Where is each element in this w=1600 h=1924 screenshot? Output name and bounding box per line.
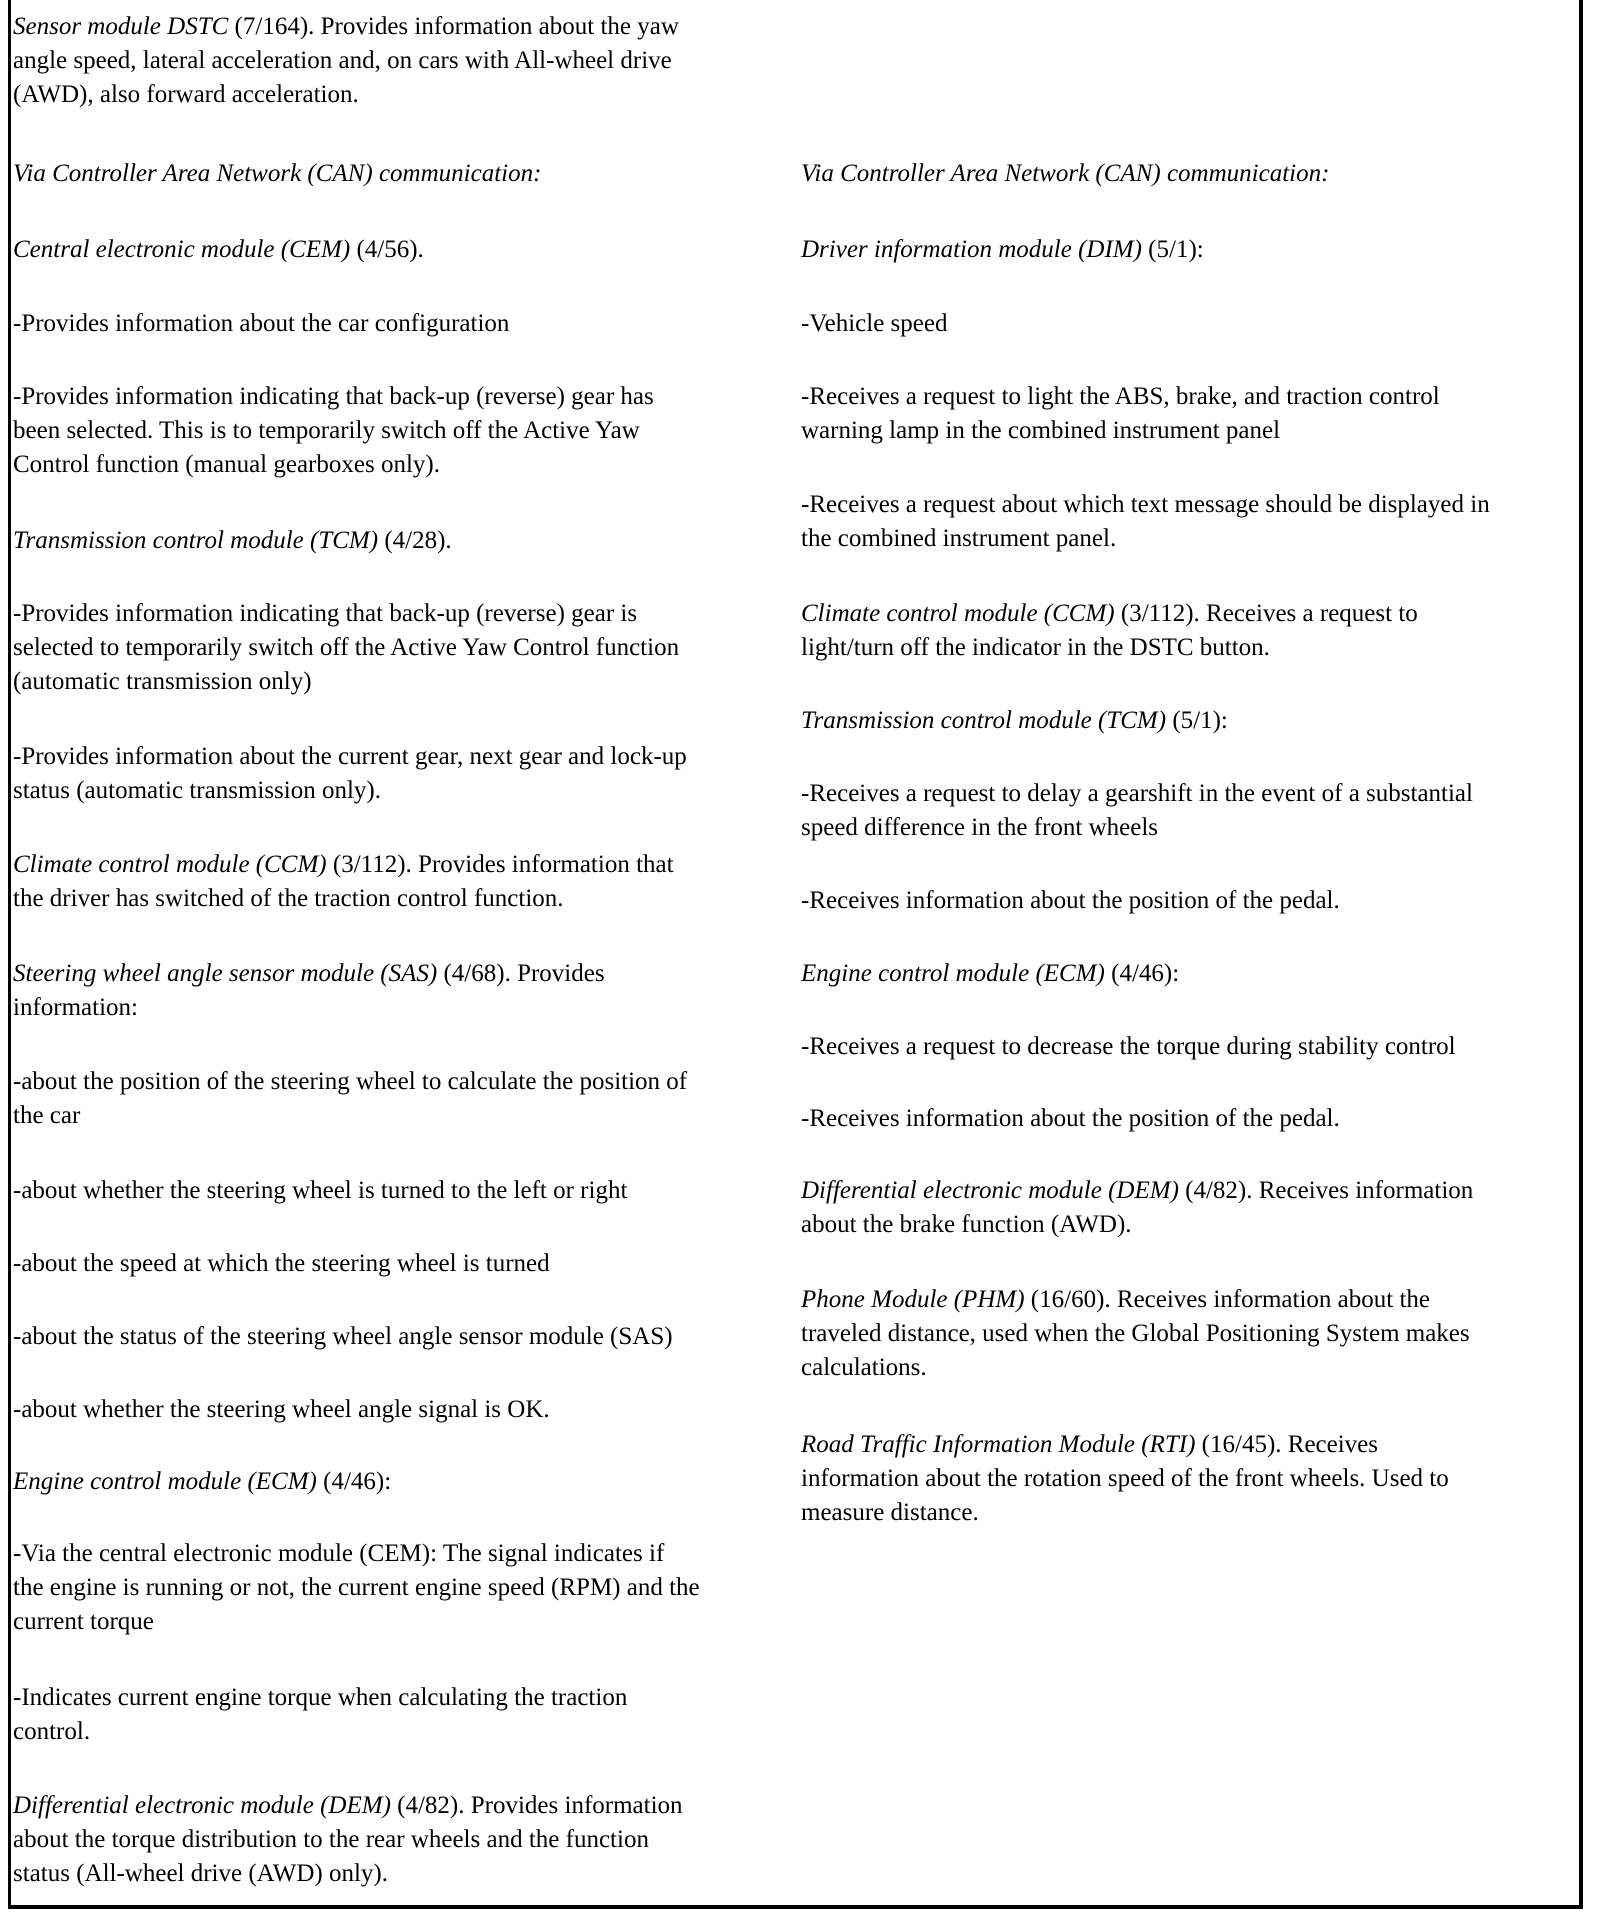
dim-vehicle-speed-item: -Vehicle speed: [801, 310, 948, 337]
dim-heading: Driver information module (DIM) (5/1):: [801, 236, 1204, 263]
tcm-heading-left: Transmission control module (TCM) (4/28).: [13, 527, 452, 554]
cem-heading: Central electronic module (CEM) (4/56).: [13, 236, 424, 263]
sas-left-right-item: -about whether the steering wheel is turned to the left or right: [13, 1177, 628, 1204]
sas-signal-ok-item: -about whether the steering wheel angle signal is OK.: [13, 1396, 550, 1423]
phm-paragraph: Phone Module (PHM) (16/60). Receives information about the traveled distance, used when the Global Positioning System makes calculations.: [801, 1286, 1470, 1381]
sas-status-item: -about the status of the steering wheel angle sensor module (SAS): [13, 1323, 673, 1350]
can-communication-heading-left: Via Controller Area Network (CAN) communication:: [13, 160, 542, 187]
ecm-cem-signal-item: -Via the central electronic module (CEM): The signal indicates if the engine is running or not, the current engine speed (RPM) and the current torque: [13, 1540, 700, 1635]
dim-text-message-item: -Receives a request about which text message should be displayed in the combined instrument panel.: [801, 491, 1490, 552]
sensor-module-dstc-paragraph: Sensor module DSTC (7/164). Provides information about the yaw angle speed, lateral acceleration and, on cars with All-wheel drive (AWD), also forward acceleration.: [13, 13, 679, 108]
cem-reverse-gear-item: -Provides information indicating that back-up (reverse) gear has been selected. This is to temporarily switch off the Active Yaw Control function (manual gearboxes only).: [13, 383, 654, 478]
ccm-paragraph-right: Climate control module (CCM) (3/112). Receives a request to light/turn off the indicator in the DSTC button.: [801, 600, 1418, 661]
sas-position-item: -about the position of the steering wheel to calculate the position of the car: [13, 1068, 688, 1129]
can-communication-heading-right: Via Controller Area Network (CAN) communication:: [801, 160, 1330, 187]
dem-paragraph-right: Differential electronic module (DEM) (4/82). Receives information about the brake function (AWD).: [801, 1177, 1474, 1238]
tcm-gearshift-delay-item: -Receives a request to delay a gearshift in the event of a substantial speed difference in the front wheels: [801, 780, 1473, 841]
ecm-pedal-position-item: -Receives information about the position of the pedal.: [801, 1105, 1340, 1132]
tcm-pedal-position-item: -Receives information about the position of the pedal.: [801, 887, 1340, 914]
sas-heading: Steering wheel angle sensor module (SAS) (4/68). Provides information:: [13, 960, 605, 1021]
tcm-reverse-gear-item: -Provides information indicating that back-up (reverse) gear is selected to temporarily switch off the Active Yaw Control function (automatic transmission only): [13, 600, 680, 695]
sas-speed-item: -about the speed at which the steering wheel is turned: [13, 1250, 550, 1277]
tcm-current-gear-item: -Provides information about the current gear, next gear and lock-up status (automatic transmission only).: [13, 743, 687, 804]
rti-paragraph: Road Traffic Information Module (RTI) (16/45). Receives information about the rotation speed of the front wheels. Used to measure distance.: [801, 1431, 1449, 1526]
ecm-torque-item: -Indicates current engine torque when calculating the traction control.: [13, 1684, 628, 1745]
ecm-heading-left: Engine control module (ECM) (4/46):: [13, 1468, 392, 1495]
ccm-paragraph-left: Climate control module (CCM) (3/112). Provides information that the driver has switched of the traction control function.: [13, 851, 674, 912]
cem-car-configuration-item: -Provides information about the car configuration: [13, 310, 510, 337]
ecm-decrease-torque-item: -Receives a request to decrease the torque during stability control: [801, 1033, 1456, 1060]
dem-paragraph-left: Differential electronic module (DEM) (4/82). Provides information about the torque distribution to the rear wheels and the function status (All-wheel drive (AWD) only).: [13, 1792, 683, 1887]
tcm-heading-right: Transmission control module (TCM) (5/1):: [801, 707, 1228, 734]
dim-warning-lamp-item: -Receives a request to light the ABS, brake, and traction control warning lamp in the combined instrument panel: [801, 383, 1440, 444]
ecm-heading-right: Engine control module (ECM) (4/46):: [801, 960, 1180, 987]
